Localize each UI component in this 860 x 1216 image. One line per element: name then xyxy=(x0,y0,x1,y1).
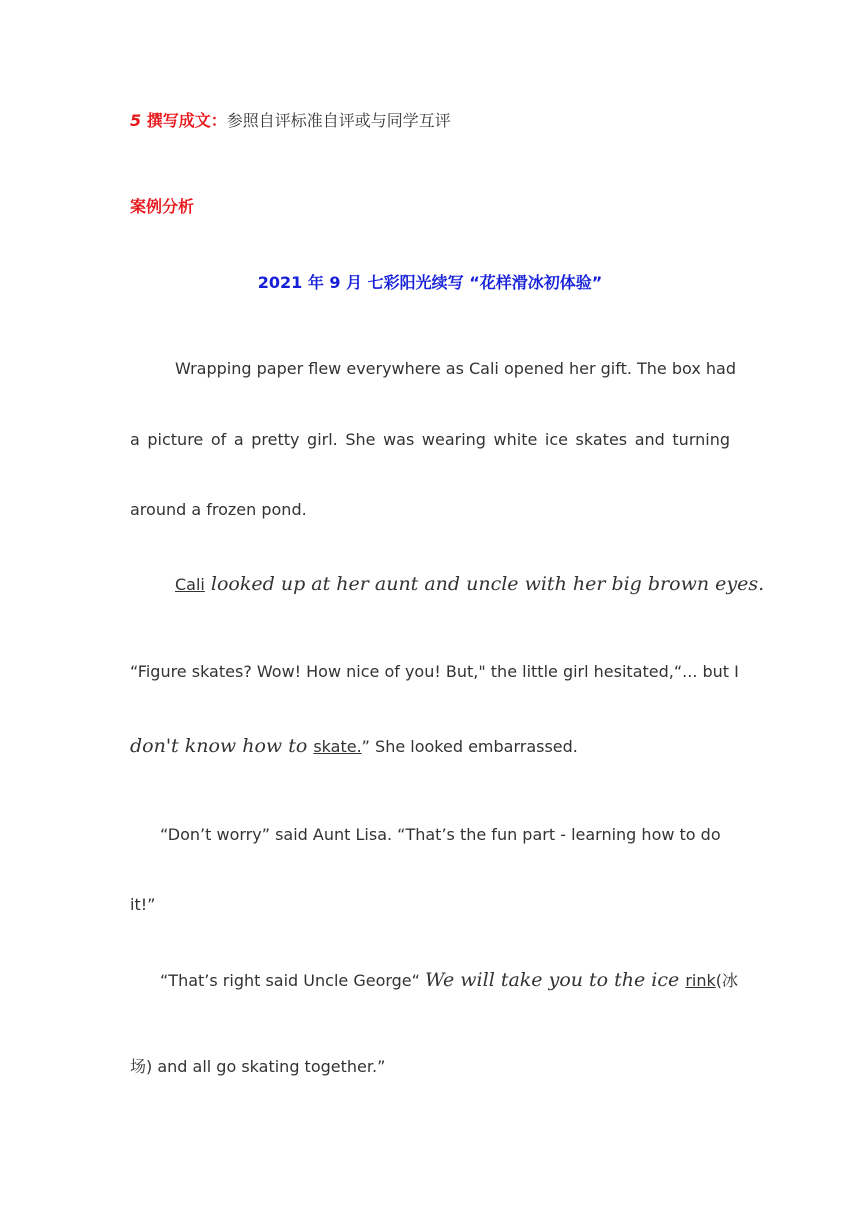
paragraph-2 xyxy=(130,572,765,597)
article-title: 2021 年 9 月 七彩阳光续写 “花样滑冰初体验” xyxy=(257,273,603,292)
paragraph-1-line-2: a picture of a pretty girl. She was wearing white ice skates and turning xyxy=(130,430,730,449)
handwritten-text: don't know how to xyxy=(130,735,314,757)
section-title: 案例分析 xyxy=(130,197,195,216)
step-text: 参照自评标准自评或与同学互评 xyxy=(226,111,451,130)
handwritten-text: We will take you to the ice xyxy=(425,969,686,991)
paragraph-4-line-2: it!” xyxy=(130,895,156,914)
handwritten-text: looked up at her aunt and uncle with her big brown eyes. xyxy=(204,573,765,595)
paragraph-1-line-1: Wrapping paper flew everywhere as Cali opened her gift. The box had xyxy=(175,359,736,378)
paragraph-4-line-1: “Don’t worry” said Aunt Lisa. “That’s the fun part - learning how to do xyxy=(160,825,721,844)
step-label: 撰写成文： xyxy=(141,111,227,130)
paragraph-5-end: (冰 xyxy=(715,971,738,990)
step-number: 5 xyxy=(130,111,142,130)
paragraph-5-start: “That’s right said Uncle George“ xyxy=(160,971,426,990)
paragraph-5-line-2: 场) and all go skating together.” xyxy=(130,1057,386,1076)
paragraph-3-line-1: “Figure skates? Wow! How nice of you! But," the little girl hesitated,“... but I xyxy=(130,662,739,681)
paragraph-5-line-1 xyxy=(130,968,738,993)
step-heading xyxy=(130,109,730,133)
paragraph-3-rest: ” She looked embarrassed. xyxy=(361,737,578,756)
name-cali: Cali xyxy=(175,575,205,594)
paragraph-1-line-3: around a frozen pond. xyxy=(130,500,307,519)
word-rink: rink xyxy=(685,971,716,990)
word-skate: skate. xyxy=(313,737,362,756)
paragraph-3-line-2 xyxy=(130,734,730,759)
